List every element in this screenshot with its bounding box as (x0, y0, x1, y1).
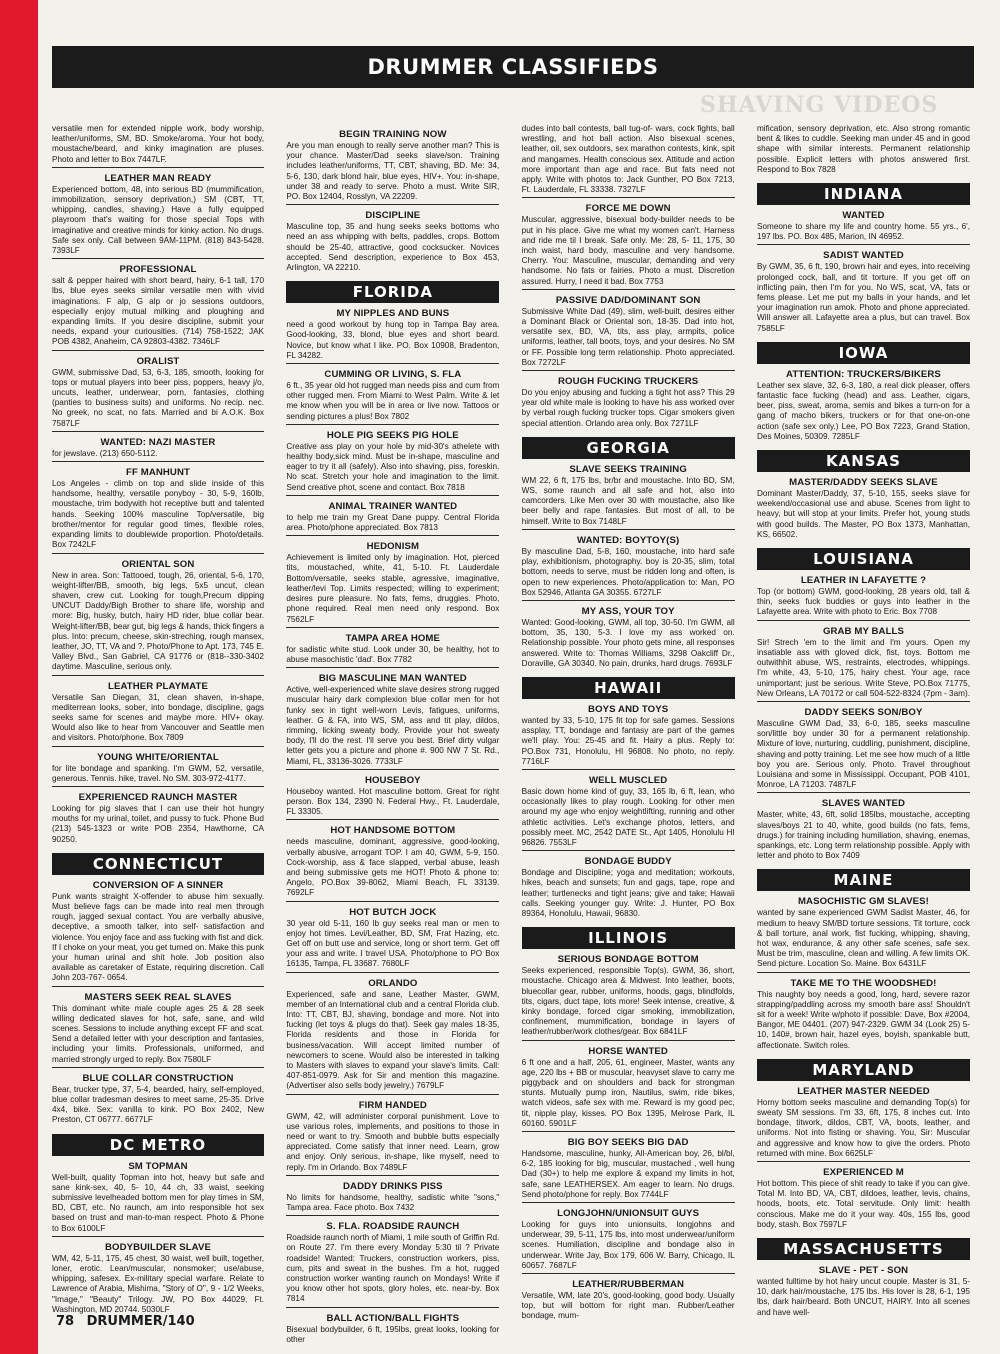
ad-body: for sadistic white stud. Look under 30, be healthy, hot to abuse masochistic 'dad'. Box 7782 (286, 645, 499, 668)
ad-title: EXPERIENCED M (823, 1167, 904, 1178)
ad-body: 6 ft., 35 year old hot rugged man needs piss and cum from other rugged men. From Miami to West Palm. Write & let me know when you will be in area or live now. Tattoos or sending pictures a plus! Box 7802 (286, 381, 499, 425)
ad-body: Handsome, masculine, hunky, All-American boy, 26, bl/bl, 6-2, 185 looking for big, muscular, mustached , well hung Dad (30+) to help me explore & expand my limits in hot, safe, sane LEATHERSEX. Am eager to learn. No drugs. Send photo/phone for reply. Box 7744LF (522, 1149, 735, 1203)
ad-title: HOLE PIG SEEKS PIG HOLE (326, 429, 459, 441)
state-header-illinois: ILLINOIS (522, 927, 735, 949)
ad-body: mification, sensory deprivation, etc. Also strong romantic bent & likes to cuddle. Seeking man under 45 and in good shape with similar interests. Permanent relationship possible. Explicit letters with photos answered first. Respond to Box 7828 (756, 124, 970, 174)
ad-body: for lite bondage and spanking. I'm GWM, 52, versatile, generous. Tennis. hike, travel. No SM. 303-972-4177. (52, 764, 264, 787)
ad-body: wanted fulltime by hot hairy uncut couple. Master is 31, 5-10, dark hair/moustache, 175 lbs. His lover is 28, 6-1, 195 lbs, dark hair/beard. Both UNCUT, HAIRY. Into all scenes and have well- (756, 1277, 970, 1317)
ad-body: Experienced, safe and sane, Leather Master, GWM, member of an International club and a central Florida club. Into: TT, CBT, BJ, shaving, bondage and more. Not into fucking (let toys & plugs do that). Seek gay males 18-35, Florida residents and those in Florida for business/vacation. Will accept limited number of newcomers to scene. Would also be interested in talking to Masters with slaves to expand your slave's limits. Call: 407-851-0979. Ask for Sir and mention this magazine. (Advertiser also sells body jewelry.) 7679LF (286, 990, 499, 1095)
ad-title: PASSIVE DAD/DOMINANT SON (555, 294, 701, 306)
ad-body: Submissive White Dad (49), slim, well-built, desires either a Dominant Black or Oriental son, 18-35. Dad into hot, versatile sex, BD, VA, tits, ass play, armpits, police uniforms, leather, tall boots, toys, and your desires. No SM or FF. Possible long term relationship. Photo appreciated. Box 7272LF (522, 307, 735, 371)
ad-body: Looking for pig slaves that I can use their hot hungry mouths for my urinal, toilet, and pussy to fuck. Phone Bud (213) 545-1323 or write POB 2354, Hawthorne, CA 90250. (52, 803, 264, 844)
ad-title: ROUGH FUCKING TRUCKERS (558, 376, 699, 388)
ad-title: MY NIPPLES AND BUNS (336, 308, 450, 320)
ad-title: BALL ACTION/BALL FIGHTS (326, 1312, 460, 1324)
ad-title: CONVERSION OF A SINNER (92, 879, 224, 891)
ad-body: WM 22, 6 ft, 175 lbs, br/br and moustache. Into BD, SM, WS, some raunch and all safe and hot, also into camcorders. Like Men over 30 with moustache, also like beer belly and rape fantasies. But most of all, to be himself. Write to Box 7148LF (522, 476, 735, 530)
state-header-florida: FLORIDA (286, 281, 499, 303)
ad-body: Well-built, quality Topman into hot, heavy but safe and sane kink-sex, 40, 5- 10, 44 ch, 33 waist, seeking submissive levelheaded bottom men for play times in SM, BD, CBT, etc. No raunch, am into responsible hot sex based on trust and man-to-man respect. Photo & Phone to Box 6100LF (52, 1173, 264, 1237)
ad-title: HOT BUTCH JOCK (349, 906, 437, 918)
ad-title: SLAVE - PET - SON (818, 1265, 909, 1277)
ad-title: SM TOPMAN (128, 1160, 188, 1172)
ad-title: LEATHER/RUBBERMAN (572, 1279, 685, 1291)
ad-title: LEATHER IN LAFAYETTE ? (800, 575, 927, 587)
column-4 (756, 124, 970, 1317)
red-edge-strip (0, 0, 38, 1354)
state-header-iowa: IOWA (757, 342, 970, 364)
column-3 (521, 124, 735, 1321)
ad-body: Experienced bottom, 48, into serious BD (mummification, immobilization, sensory deprivation,) SM (CBT, TT, whipping, candles, shaving.) Have a fully equipped playroom that's waiting for those special Tops with imaginative and creative minds for kinky action. No drugs. Safe sex only. Call between 9AM-11PM. (818) 843-5428. 7393LF (52, 185, 264, 259)
ad-body: salt & pepper haired with short beard, hairy, 6-1 tall, 170 lbs, blue eyes seeks similar versatile men with vivid imaginations. F alp, G alp or jo sessions outdoors, especially enjoy mutual milking and ploughing and expanding limits. If you desire discipline, submit your needs, expand your curiousities. (714) 758-1522; JAK POB 4382, Anaheim, CA 92803-4382. 7346LF (52, 276, 264, 350)
ad-body: Roadside raunch north of Miami, 1 mile south of Griffin Rd. on Route 27. I'm there every Monday 5:30 til ? Private roadside! Wanted: Truckers, construction workers, piss, cum, pits and sweat in the bushes. I'm a hot, rugged construction worker wanting raunch on Mondays! Write if you know other hot spots, glory holes, etc. near-by. Box 7814 (286, 1233, 499, 1307)
ad-body: 30 year old 5-11, 160 lb guy seeks real man or men to enjoy hot times. Levi/Leather, BD, SM, Frat Hazing, etc. Get off on butt use and service, long or short term. Get off your ass and write. I travel USA. Photo/phone to PO Box 16135, Tampa, FL 33687. 7680LF (286, 919, 499, 973)
ad-title: MASOCHISTIC GM SLAVES! (797, 896, 929, 908)
ad-body: Looking for guys into unionsuits, longjohns and underwear, 39, 5-11, 175 lbs, into most underwear/uniform scenes. Humiliation, discipline and bondage also in underwear. Write Jay, Box 179, 606 W. Barry, Chicago, IL 60657. 7687LF (522, 1220, 735, 1274)
ad-title: ANIMAL TRAINER WANTED (328, 500, 458, 512)
ad-body: Basic down home kind of guy, 33, 165 lb, 6 ft, lean, who occasionally likes to play rough. Looking for other men around my age who enjoy weightlifting, running and other athletic activities. Let's exchange photos, letters, and possibly meet. MC, 2542 DATE St., Apt 1405, Honolulu HI 96826. 7553LF (522, 787, 735, 851)
ad-title: WELL MUSCLED (589, 774, 668, 786)
ad-title: BLUE COLLAR CONSTRUCTION (82, 1072, 234, 1084)
ad-body: This dominant white male couple ages 25 & 28 seek willing dedicated slaves for hot, safe, sane, and wild scenes. Sessions to include anything except FF and scat. Send a detailed letter with your description and fantasies, including your limits. Professionals, uniformed, and married strongly urged to reply. Box 7580LF (52, 1004, 264, 1068)
state-header-maryland: MARYLAND (757, 1059, 970, 1081)
ad-body: Seeks experienced, responsible Top(s). GWM, 36, short, moustache. Chicago area & Midwest. Into leather, boots, bluecollar gear, rubber, uniforms, hoods, gags, blindfolds, tits, cigars, duct tape, lots more! Seek intense, creative, & kinky bondage, forced cigar smoking, immobilization, confinement, mummification, bondage in layers of leather/rubber/work clothes/gear. Box 6841LF (522, 966, 735, 1040)
ad-title: BOYS AND TOYS (588, 703, 669, 715)
state-header-massachusetts: MASSACHUSETTS (757, 1238, 970, 1260)
state-header-louisiana: LOUISIANA (757, 548, 970, 570)
ad-title: GRAB MY BALLS (822, 625, 905, 637)
page-number: 78 (56, 1314, 75, 1329)
ad-body: Someone to share my life and country home. 55 yrs., 6', 197 lbs. PO. Box 485, Marion, IN 46952. (757, 222, 970, 245)
ad-title: HOT HANDSOME BOTTOM (330, 825, 456, 837)
ad-body: Master, white, 43, 6ft, solid 185lbs, moustache, accepting slaves/boys 21 to 40, white, good builds (no fats, fems, drugs.) for training including humiliation, shaving, enemas, spankings, etc. Long term relationship possible. Apply with letter and photo to Box 7409 (756, 810, 970, 861)
ad-title: FIRM HANDED (358, 1099, 427, 1111)
ad-title: WANTED: NAZI MASTER (100, 436, 216, 448)
ad-title: MASTERS SEEK REAL SLAVES (84, 991, 232, 1003)
ad-body: dudes into ball contests, ball tug-of- wars, cock fights, ball wrestling, and hot ball action. Also bisexual scenes, leather, oil, sex outdoors, sex marathon contests, kink, spit and mangames. Health conscious sex. Attitude and action more important than age and race. But fats need not apply. Write with photos to: Jack Gunther, PO Box 7213, Ft. Lauderdale, FL 33338. 7327LF (522, 124, 735, 198)
ad-body: This naughty boy needs a good, long, hard, severe razor strapping/paddling across my smooth bare ass! Shouldn't sit for a week! Write w/photo if possible: Dave, Box #2004, Bangor, ME 04401. (207) 947-2329. GWM 34 (Look 25) 5-10, 140#, brown hair, hazel eyes, boyish, spankable butt, affectionate. Switch roles. (756, 989, 970, 1050)
state-header-connecticut: CONNECTICUT (52, 853, 264, 875)
ad-body: Wanted: Good-looking, GWM, all top, 30-50. I'm GWM, all bottom, 35, 130, 5-3. I love my ass worked on. Relationship possible. Your photo gets mine, all responses answered. Write to: Thomas Williams, 3298 Oakcliff Dr., Doraville, GA 30340. No pain, drunks, hard drugs. 7693LF (521, 617, 735, 668)
column-1 (52, 124, 264, 1314)
ad-body: Dominant Master/Daddy, 37, 5-10, 155, seeks slave for weekend/occasional use and abuse. Scenes from light to heavy, but will stop at your limits. Prefer hot, young studs with good builds. The Master, PO Box 1373, Manhattan, KS, 66502. (756, 489, 970, 539)
state-header-dc-metro: DC METRO (52, 1134, 264, 1156)
ad-title: BODYBUILDER SLAVE (105, 1241, 211, 1253)
ad-body: Masculine GWM Dad, 33, 6-0, 185, seeks masculine son/little boy under 30 for a permanent relationship. Mixture of love, nurturing, cuddling, punishment, discipline, shaving and potty training. Let me see how much of a little boy you are. Serious only. Photo. Travel throughout Louisiana and some in Mississippi. Occupant, POB 4101, Monroe, LA 71203. 7487LF (757, 719, 970, 793)
ad-body: Sir! Strech 'em to the limit and I'm yours. Open my insatiable ass with gloved dick, fist, toys. Bottom me outwithhit abuse, WS, restraints, electrodes, whippings. I'm white, 43, 5-10, 175, hairy chest. Your age, race unimportant; just be serious. Write Steve, PO.Box 71775, New Orleans, LA 70172 or call 504-522-8324 (7pm - 3am). (757, 638, 970, 702)
ad-title: HOUSEBOY (364, 774, 421, 786)
ad-title: HORSE WANTED (588, 1045, 668, 1057)
ad-title: EXPERIENCED RAUNCH MASTER (78, 791, 238, 803)
ad-body: Achievement is limited only by imagination. Hot, pierced tits, moustached, white, 41, 5-10. Ft. Lauderdale Bottom/versatile, seeks stable, agressive, imaginative, leather/levi Top. Limits respected; willing to experiment; desires pure pleasure. No fats, fems, druggies. Photo, phone required. Real men need only respond. Box 7562LF (286, 553, 499, 627)
ad-body: WM, 42, 5-11, 175, 45 chest, 30 waist, well built, together, loner, erotic. Lean/muscular, nonsmoker; use/abuse, whipping, safesex. Ex-military special warfare. Relate to Lawrence of Arabia, Mishima, "Story of O", 9 - 1/2 Weeks, "Image," "Beauty" Trilogy. JW, PO Box 44029, Ft. Washington, MD 20744. 5030LF (52, 1253, 264, 1314)
ad-body: GWM, 42, will administer corporal punishment. Love to use various roles, implements, and positions to those in need or want to try. Smooth and bubble butts especially appreciated. Come satisfy that inner need. Learn, grow and enjoy. Only serious, in-shape, like myself, need to reply. I'm in Orlando. Box 7489LF (286, 1112, 499, 1176)
page-header-banner: DRUMMER CLASSIFIEDS (52, 46, 974, 88)
ad-body: needs masculine, dominant, aggressive, good-looking, verbally abusive, arrogant TOP. I am 40, GWM, 5-9, 150. Cock-worship, ass & face slapped, verbal abuse, leash and being submissive gets me HOT! Photo & phone to: Angelo, PO.Box 39-8062, Miami Beach, FL 33139. 7692LF (286, 837, 499, 901)
ad-body: Bisexual bodybuilder, 6 ft, 195lbs, great looks, looking for other (286, 1324, 500, 1344)
ad-body: Versatile San Diegan, 31, clean shaven, in-shape, mediterrean looks, sober, into bondage, discipline, gags seeks same for scenes and maybe more. HIV+ okay. Would also like to hear from Vancouver and Seattle men and visitors. Photo/phone. Box 7809 (52, 693, 264, 747)
ad-title: HEDONISM (366, 541, 420, 553)
ad-title: MASTER/DADDY SEEKS SLAVE (789, 477, 938, 489)
state-header-maine: MAINE (757, 869, 970, 891)
ad-title: BONDAGE BUDDY (584, 856, 672, 868)
ad-body: Horny bottom seeks masculine and demanding Top(s) for sweaty SM sessions. I'm 33, 6ft, 175, 8 inches cut. Into bondage, titwork, dildos, CBT, VA, boots, leather, and uniforms. Not into fisting or shaving. You, Sir: Muscular and aggressive and know how to give the orders. Photo returned with mine. Box 6625LF (757, 1098, 970, 1162)
state-header-georgia: GEORGIA (522, 437, 735, 459)
ad-title: BIG BOY SEEKS BIG DAD (567, 1137, 689, 1149)
ad-body: for jewslave. (213) 650-5112. (52, 449, 264, 462)
ad-body: to help me train my Great Dane puppy. Central Florida area. Photo/phone appreciated. Box 7813 (286, 513, 499, 536)
ad-body: New in area. Son: Tattooed, tough, 26, oriental, 5-6, 170, weight-lifter/BB, smooth, big legs, 5x5 uncut, clean shaven, crew cut. Looking for tough,Precum dipping UNCUT Daddy/Bigh Brother to share life, worship and more: Big, husky, butch, hairy HD rider, blue collar bear. Weight-lifter/BB, bear gut, big legs & hands, thick fingers a plus. Into: precum, cheese, skin-streching, rough mansex, leather, JO, TT, VA and ?. Photo/Phone to Apt. 173, 745 E. Valley Blvd., San Gabriel, CA 91776 or (818--330-3402 daytime. Masculine, serious only. (52, 571, 264, 676)
ad-body: Punk wants straight X-offender to abuse him sexually. Must believe fags can be made into real men through rough, jagged sexual contact. You are verbally abusive, deceptive, a smooth talker, into self- satisfaction and violence. You enjoy face and ass fucking with fist and dick. If I choke on your meat, you get turned on. Make this punk your human urinal and shit hole. Job position also available as caretaker of Estate, requiring discretion. Call John 203-767- 0654. (52, 892, 264, 987)
ad-title: DISCIPLINE (365, 210, 421, 222)
ad-body: wanted by 33, 5-10, 175 fit top for safe games. Sessions assplay, TT, bondage and fantasy are part of the games we'll play. You: 25-45 and fit. Hairy a plus. Reply to: PO.Box 731, Honolulu, HI 96808. No photo, no reply. 7716LF (522, 716, 735, 770)
ad-body: Top (or bottom) GWM, good-looking, 28 years old, tall & thin, seeks fuck buddies or guys into leather in the Lafayette area. Write with photo to Eric. Box 7708 (757, 587, 970, 621)
ad-title: BIG MASCULINE MAN WANTED (318, 673, 467, 685)
ad-body: Creative ass play on your hole by mid-30's athelete with healthy body,sick mind. Must be in-shape, masculine and eager to try it all (safely). Also into shaving, piss, foreskin. No scat. Stretch your hole and imagination to the limit. Send creative phot, scene and contact. Box 7818 (286, 442, 499, 496)
state-header-kansas: KANSAS (757, 450, 970, 472)
ad-title: DADDY SEEKS SON/BOY (804, 706, 923, 718)
ad-body: Masculine top, 35 and hung seeks seeks bottoms who need an ass whipping with belts, paddles, crops. Bottom should be 25-40, attractive, good cocksucker. Novices accepted. Send description, experience to Box 453, Arlington, VA 22210. (286, 222, 500, 273)
ad-title: BEGIN TRAINING NOW (339, 129, 447, 140)
magazine-issue: DRUMMER/140 (86, 1314, 195, 1329)
ad-body: versatile men for extended nipple work, body worship, leather/uniforms, SM, BD. Smoke/aroma. Your hot body, moustache/beard, and kinky imagination are pluses. Photo and letter to Box 7447LF. (52, 124, 264, 168)
ad-title: MY ASS, YOUR TOY (581, 605, 675, 617)
ad-body: Leather sex slave, 32, 6-3, 180, a real dick pleaser, offers fantastic face fucking (head) and ass. Leather, cigars, beer, piss, sweat, aroma, semis and bikes a turn-on for a gang of macho bikers, truckers or for that one-on-one action (safe sex only.) Lee, PO Box 7223, Grand Station, Des Moines, 50309. 7285LF (756, 380, 970, 441)
bleed-through-text: SHAVING VIDEOS (700, 92, 939, 118)
ad-body: need a good workout by hung top in Tampa Bay area. Good-looking, 33, blond, blue eyes and short beard. Novice, but know what I like. PO. Box 10908, Bradenton, FL 34282. (286, 320, 499, 364)
ad-title: LONGJOHN/UNIONSUIT GUYS (557, 1208, 700, 1220)
ad-body: Bondage and Discipline; yoga and meditation; workouts, hikes, beach and sunsets; fun and gags, tape, rope and leather; turtlenecks and tight jeans; give and take; Hawaii calls. Seeking younger guy. Write: J. Hunter, PO Box 89364, Honolulu, Hawaii, 96830. (521, 868, 735, 918)
ad-title: FF MANHUNT (126, 467, 190, 479)
ad-body: By GWM, 35, 6 ft, 190, brown hair and eyes, into receiving prolonged cock, ball, and tit torture. If you get off on inflicting pain, then I'm for you. No WS, scat, VA, fats or fems please. Let me put my balls in your hands, and let your imagination run amok. Photo and phone appreciated. Will answer all. Lafayette area a plus, but can travel. Box 7585LF (756, 262, 970, 333)
ad-body: Los Angeles - climb on top and slide inside of this handsome, healthy, versatile ponyboy - 30, 5-9, 160lb, moustache, trim bodywith hot receptive butt and talented hands. Seeking 100% masculine Top/versatile, big brother/mentor for regular good times, flexible roles, expanding limits to doublewide proportion. Photo/details. Box 7242LF (52, 479, 264, 553)
ad-title: ATTENTION: TRUCKERS/BIKERS (786, 368, 941, 380)
ad-body: Active, well-experienced white slave desires strong rugged muscular hairy dark complexion blue collar men for hot funky sex in tight well-worn Levis, fatigues, uniforms, leather. G & FA, into WS, SM, ass and tit play, dildos, rimming, licking sweaty body. Provide your hot sweaty body, I'll do the rest. I'll serve you best. Brief dirty vulgar letter gets you a picture and phone #. 900 NW 7 St. Rd., Miami, FL, 33136-3026. 7733LF (286, 685, 499, 770)
ad-body: Houseboy wanted. Hot masculine bottom. Great for right person. Box 134, 2390 N. Federal Hwy., Ft. Lauderdale, FL 33305. (286, 787, 499, 821)
ad-title: PROFESSIONAL (119, 264, 197, 276)
ad-title: WANTED: BOYTOY(S) (577, 534, 680, 546)
ad-title: WANTED (842, 210, 885, 222)
ad-body: Hot bottom. This piece of shit ready to take if you can give. Total M. Into BD, VA, CBT, dildoes, leather, levis, chains, hoods, boots, etc. Total servitude. Only limit: health conscious. Make me do it your way. 40s, 155 lbs, good body, stash. Box 7597LF (756, 1179, 970, 1229)
ad-title: CUMMING OR LIVING, S. FLA (324, 369, 462, 381)
ad-body: No limits for handsome, healthy, sadistic white "sons," Tampa area. Face photo. Box 7432 (286, 1193, 499, 1216)
ad-title: ORIENTAL SON (121, 558, 195, 570)
ad-body: Do you enjoy abusing and fucking a tight hot ass? This 29 year old white male is looking to have his ass worked over by verbal rough fucking trucker tops. Cigar smokers given special attention. Orlando area only. Box 7271LF (521, 388, 735, 428)
ad-title: FORCE ME DOWN (585, 203, 671, 215)
ad-title: DADDY DRINKS PISS (343, 1180, 443, 1192)
ad-body: Are you man enough to really serve another man? This is your chance. Master/Dad seeks slave/son. Training includes leather/uniforms, TT, CBT, shaving, BD. Me: 34, 5-6, 130, dark blond hair, blue eyes, HIV+. You: in-shape, under 38 and ready to serve. Photo a must. Write SIR, PO. Box 12404, Rosslyn, VA 22209. (286, 141, 499, 205)
ad-title: SLAVES WANTED (821, 798, 906, 810)
ad-title: TAMPA AREA HOME (345, 632, 441, 644)
state-header-indiana: INDIANA (757, 183, 970, 205)
ad-title: YOUNG WHITE/ORIENTAL (97, 751, 219, 763)
ad-body: wanted by sane experienced GWM Sadist Master, 46, for medium to heavy SM/BD torture sessions. Tit torture, cock & ball torture, anal work, fist fucking, whipping, shaving, hot wax, endurance, & any other safe scenes, safe sex. Must be trim, masculine, clean and willing. A few limits OK. Send picture. Location So. Maine. Box 6431LF (757, 908, 970, 972)
ad-title: LEATHER PLAYMATE (107, 680, 209, 692)
ad-title: SLAVE SEEKS TRAINING (569, 463, 687, 475)
ad-title: ORALIST (136, 355, 180, 367)
ad-title: SADIST WANTED (823, 250, 904, 262)
page-footer (56, 1314, 195, 1329)
ad-title: ORLANDO (368, 977, 418, 989)
ad-title: LEATHER MAN READY (104, 172, 212, 184)
ad-title: TAKE ME TO THE WOODSHED! (790, 977, 937, 989)
ad-title: SERIOUS BONDAGE BOTTOM (557, 954, 699, 966)
ad-body: Versatile, WM, late 20's, good-looking, good body. Usually top, but will bottom for right man. Rubber/Leather bondage, mum- (521, 1291, 735, 1321)
state-header-hawaii: HAWAII (522, 677, 735, 699)
ad-body: Bear, trucker type, 37, 5-4, bearded, hairy, self-employed, blue collar tradesman desires to meet same, 25-35. Drive 4x4, bike. Sex: vanilla to kink. PO Box 2402, New Preston, CT 06777. 6677LF (52, 1084, 264, 1125)
column-2 (286, 124, 500, 1344)
ad-body: GWM, submissive Dad, 53, 6-3, 185, smooth, looking for tops or mutual players into beer piss, poppers, heavy j/o, uncuts, leather, underwear, porn, fantasies, clothing (panties to business suits) and uniforms. No recip. nec. No greek, no scat, no fats. Married and bi A.O.K. Box 7587LF (52, 368, 264, 432)
ad-body: Muscular, aggressive, bisexual body-builder needs to be put in his place. Give me what my women can't. Harness and ride me til I break. Safe only. Me: 28, 5- 11, 175, 30 inch waist, hard body, masculine and very handsome. Cherry. You: Masculine, muscular, demanding and very handsome. No fats or fairies. Photo a must. Discretion assured. Hurry, I need it bad. Box 7753 (522, 215, 735, 289)
ad-title: S. FLA. ROADSIDE RAUNCH (326, 1221, 460, 1233)
ad-body: 6 ft one and a half, 205, 61, engineer, Master, wants any age, 220 lbs + BB or muscular, heavyset slave to carry me piggyback and on shoulders and back for strongman stunts. Mutually pump iron, Nautilus, swim, ride bikes, watch videos, safe sex with me. Reward is my good pec, tit, nipple play, kisses. PO Box 1395, Melrose Park, IL 60160. 5901LF (522, 1058, 735, 1132)
ad-body: By masculine Dad, 5-8, 160, moustache, into hard safe play, exhibitionism, photography. boy is 20-35, slim, total bottom, needs to serve, must be ridden long and often, is open to new experiences. Photo/application to: Man, PO Box 52946, Atlanta GA 30355. 6727LF (522, 547, 735, 601)
ad-title: LEATHER MASTER NEEDED (797, 1085, 930, 1097)
